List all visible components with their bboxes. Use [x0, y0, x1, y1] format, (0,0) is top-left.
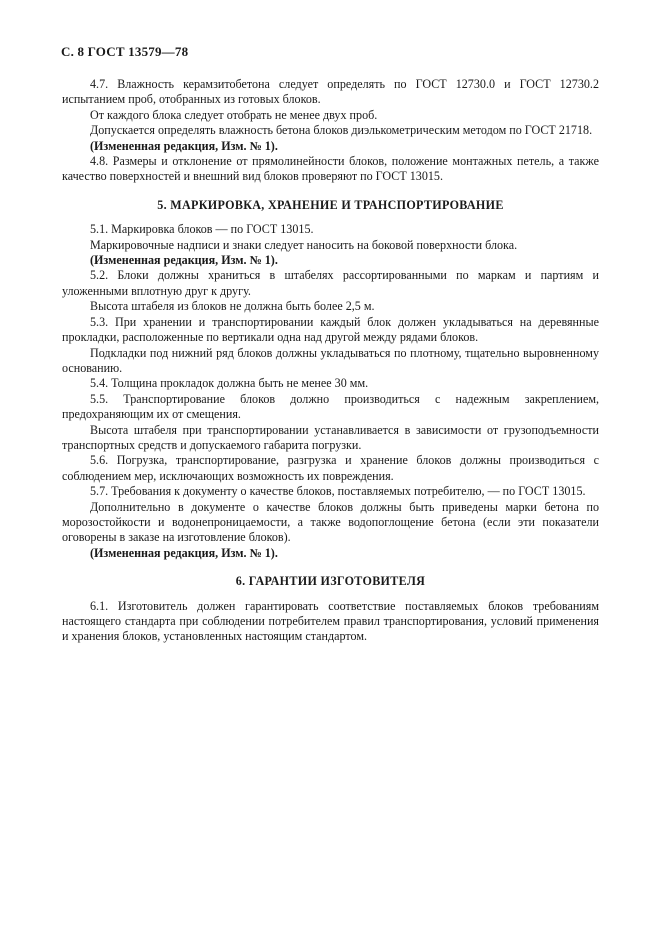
revision-note: (Измененная редакция, Изм. № 1).: [90, 545, 278, 560]
paragraph: 5.5. Транспортирование блоков должно производиться с надежным закреплением, предохраняющим их от смещения.: [62, 391, 599, 422]
paragraph: Дополнительно в документе о качестве блоков должны быть приведены марки бетона по морозостойкости и водонепроницаемости, а также водопоглощение бетона (если эти показатели оговорены в заказе на изготовление блоков).: [62, 499, 599, 545]
paragraph: 5.1. Маркировка блоков — по ГОСТ 13015.: [90, 222, 314, 237]
paragraph: 6.1. Изготовитель должен гарантировать соответствие поставляемых блоков требованиям настоящего стандарта при соблюдении потребителем правил транспортирования, условий применения и хранения блоков, установленных настоящим стандартом.: [62, 598, 599, 644]
paragraph: Высота штабеля из блоков не должна быть более 2,5 м.: [90, 299, 375, 314]
paragraph: Допускается определять влажность бетона блоков диэлькометрическим методом по ГОСТ 21718.: [90, 123, 593, 138]
revision-note: (Измененная редакция, Изм. № 1).: [90, 253, 278, 268]
paragraph: 5.3. При хранении и транспортировании каждый блок должен укладываться на деревянные прокладки, расположенные по вертикали одна над другой между рядами блоков.: [62, 314, 599, 345]
page-header: С. 8 ГОСТ 13579—78: [61, 44, 189, 59]
paragraph: 5.4. Толщина прокладок должна быть не менее 30 мм.: [90, 376, 369, 391]
paragraph: 4.7. Влажность керамзитобетона следует определять по ГОСТ 12730.0 и ГОСТ 12730.2 испытанием проб, отобранных из готовых блоков.: [62, 77, 599, 107]
paragraph: 5.7. Требования к документу о качестве блоков, поставляемых потребителю, — по ГОСТ 13015.: [90, 484, 586, 499]
section-heading: 6. ГАРАНТИИ ИЗГОТОВИТЕЛЯ: [235, 574, 426, 589]
paragraph: 5.2. Блоки должны храниться в штабелях рассортированными по маркам и партиям и уложенными вплотную друг к другу.: [62, 268, 599, 298]
document-body: [62, 77, 599, 645]
paragraph: 5.6. Погрузка, транспортирование, разгрузка и хранение блоков должны производиться с соблюдением мер, исключающих возможность их повреждения.: [62, 453, 599, 483]
paragraph: Высота штабеля при транспортировании устанавливается в зависимости от грузоподъемности транспортных средств и допускаемого габарита погрузки.: [62, 422, 599, 452]
paragraph: От каждого блока следует отобрать не менее двух проб.: [90, 107, 378, 122]
revision-note: (Измененная редакция, Изм. № 1).: [90, 138, 278, 153]
paragraph: 4.8. Размеры и отклонение от прямолинейности блоков, положение монтажных петель, а также качество поверхностей и внешний вид блоков проверяют по ГОСТ 13015.: [62, 154, 599, 184]
section-heading: 5. МАРКИРОВКА, ХРАНЕНИЕ И ТРАНСПОРТИРОВАНИЕ: [157, 197, 504, 212]
paragraph: Подкладки под нижний ряд блоков должны укладываться по плотному, тщательно выровненному основанию.: [62, 345, 599, 375]
paragraph: Маркировочные надписи и знаки следует наносить на боковой поверхности блока.: [90, 237, 518, 252]
